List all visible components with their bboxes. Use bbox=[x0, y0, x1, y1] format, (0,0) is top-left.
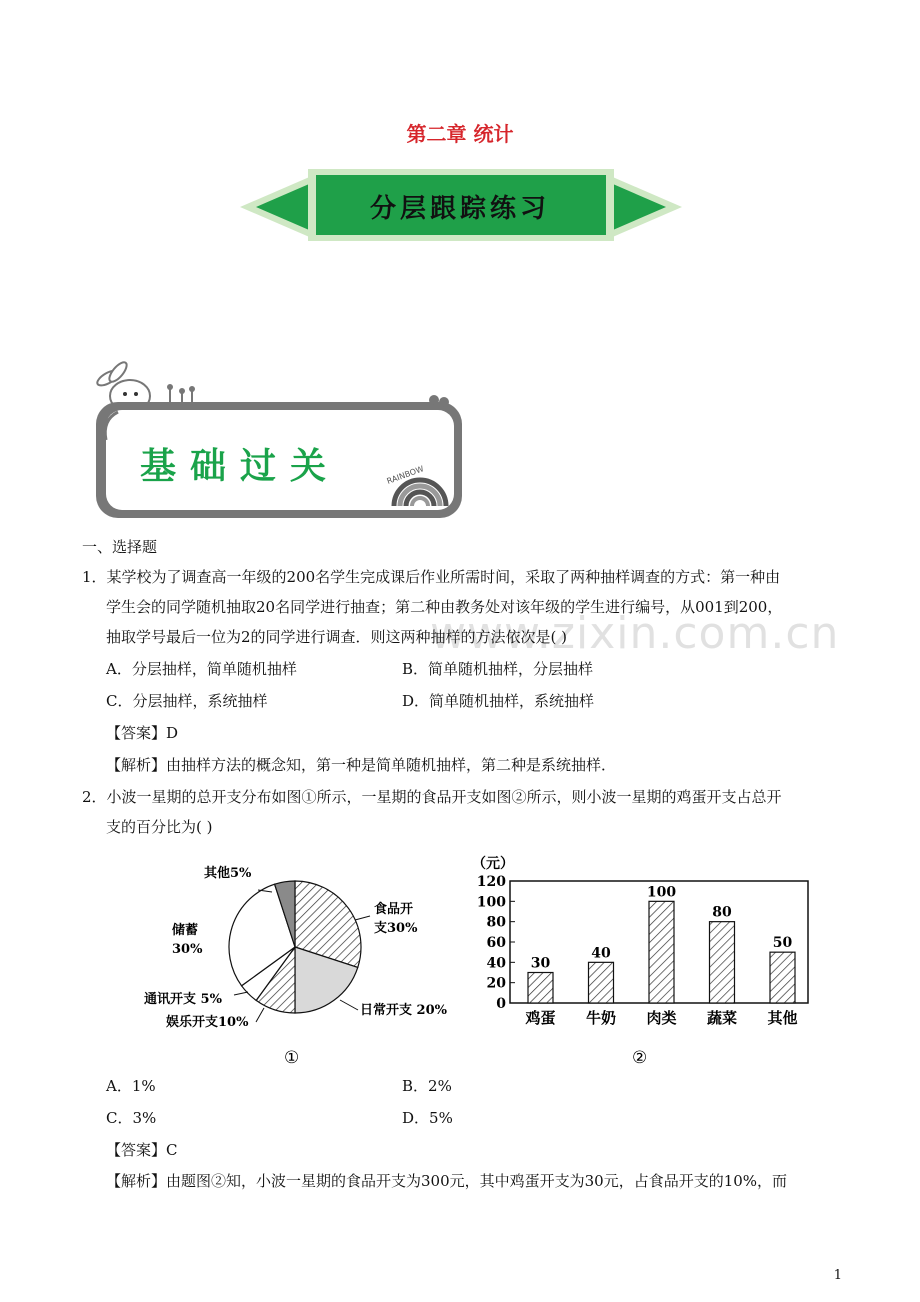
pie-label-daily: 日常开支 20% bbox=[360, 1003, 447, 1018]
pie-label-food-2: 支30% bbox=[374, 921, 418, 936]
q1-option-d: D．简单随机抽样，系统抽样 bbox=[402, 692, 595, 710]
svg-text:RAINBOW: RAINBOW bbox=[385, 464, 425, 486]
q2-analysis: 【解析】由题图②知，小波一星期的食品开支为300元，其中鸡蛋开支为30元，占食品开支的10%，而 bbox=[106, 1172, 788, 1190]
pie-label-savings-2: 30% bbox=[172, 942, 203, 957]
bar-ytick-label: 120 bbox=[476, 874, 506, 890]
q2-option-c: C．3% bbox=[106, 1109, 157, 1127]
q2-option-a: A．1% bbox=[106, 1077, 156, 1095]
bar-value-label: 50 bbox=[772, 935, 793, 952]
bar-ytick-label: 0 bbox=[496, 996, 506, 1012]
bar-ytick-label: 20 bbox=[486, 975, 506, 992]
pie-chart bbox=[130, 850, 470, 1070]
bar-ytick-label: 80 bbox=[486, 914, 506, 931]
pie-label-comm: 通讯开支 5% bbox=[144, 992, 222, 1007]
bar-ytick-label: 100 bbox=[476, 894, 506, 911]
pie-label-ent: 娱乐开支10% bbox=[166, 1015, 249, 1030]
bar-value-label: 100 bbox=[646, 884, 677, 901]
chapter-title: 第二章 统计 bbox=[406, 122, 514, 146]
pie-label-savings-1: 储蓄 bbox=[172, 923, 199, 938]
section-label: 基础过关 bbox=[140, 446, 341, 487]
bar-3 bbox=[649, 901, 674, 1003]
q1-option-b: B．简单随机抽样，分层抽样 bbox=[402, 660, 594, 678]
banner-title: 分层跟踪练习 bbox=[369, 194, 550, 224]
q1-line2: 学生会的同学随机抽取20名同学进行抽查；第二种由教务处对该年级的学生进行编号，从001到200， bbox=[106, 598, 783, 616]
q2-line1: 2．小波一星期的总开支分布如图①所示，一星期的食品开支如图②所示，则小波一星期的鸡蛋开支占总开 bbox=[82, 788, 782, 806]
bar-category-label: 其他 bbox=[767, 1009, 798, 1027]
bar-5 bbox=[770, 952, 795, 1003]
bar-value-label: 80 bbox=[712, 904, 732, 921]
bar-category-label: 肉类 bbox=[646, 1009, 677, 1027]
bar-ytick-label: 40 bbox=[486, 955, 506, 972]
bar-category-label: 蔬菜 bbox=[706, 1009, 738, 1027]
q1-option-a: A．分层抽样，简单随机抽样 bbox=[106, 660, 297, 678]
part-heading: 一、选择题 bbox=[82, 538, 158, 556]
q1-analysis: 【解析】由抽样方法的概念知，第一种是简单随机抽样，第二种是系统抽样． bbox=[106, 756, 617, 774]
bar-ytick-label: 60 bbox=[486, 935, 506, 951]
bar-category-label: 牛奶 bbox=[585, 1009, 617, 1027]
bar-category-label: 鸡蛋 bbox=[525, 1009, 556, 1027]
bar-1 bbox=[528, 973, 553, 1004]
pie-label-other: 其他5% bbox=[204, 866, 252, 881]
q1-line3: 抽取学号最后一位为2的同学进行调查．则这两种抽样的方法依次是( ) bbox=[106, 628, 568, 646]
bar-2 bbox=[589, 962, 614, 1003]
q1-answer: 【答案】D bbox=[106, 724, 179, 742]
watermark: www.zixin.com.cn bbox=[430, 608, 840, 659]
bar-value-label: 30 bbox=[530, 955, 551, 972]
bar-4 bbox=[710, 922, 735, 1003]
q2-answer: 【答案】C bbox=[106, 1141, 178, 1159]
bar-value-label: 40 bbox=[591, 945, 611, 962]
bar-y-unit: （元） bbox=[472, 856, 514, 872]
pie-label-food-1: 食品开 bbox=[374, 902, 414, 917]
q1-line1: 1．某学校为了调查高一年级的200名学生完成课后作业所需时间，采取了两种抽样调查的方式：第一种由 bbox=[82, 568, 781, 586]
bar-chart bbox=[470, 850, 820, 1068]
q2-option-d: D．5% bbox=[402, 1109, 453, 1127]
q2-option-b: B．2% bbox=[402, 1077, 452, 1095]
page-number: 1 bbox=[833, 1268, 842, 1283]
q1-option-c: C．分层抽样，系统抽样 bbox=[106, 692, 268, 710]
q2-line2: 支的百分比为( ) bbox=[106, 818, 213, 836]
figure1-label: ① bbox=[284, 1048, 300, 1068]
figure2-label: ② bbox=[632, 1048, 648, 1068]
